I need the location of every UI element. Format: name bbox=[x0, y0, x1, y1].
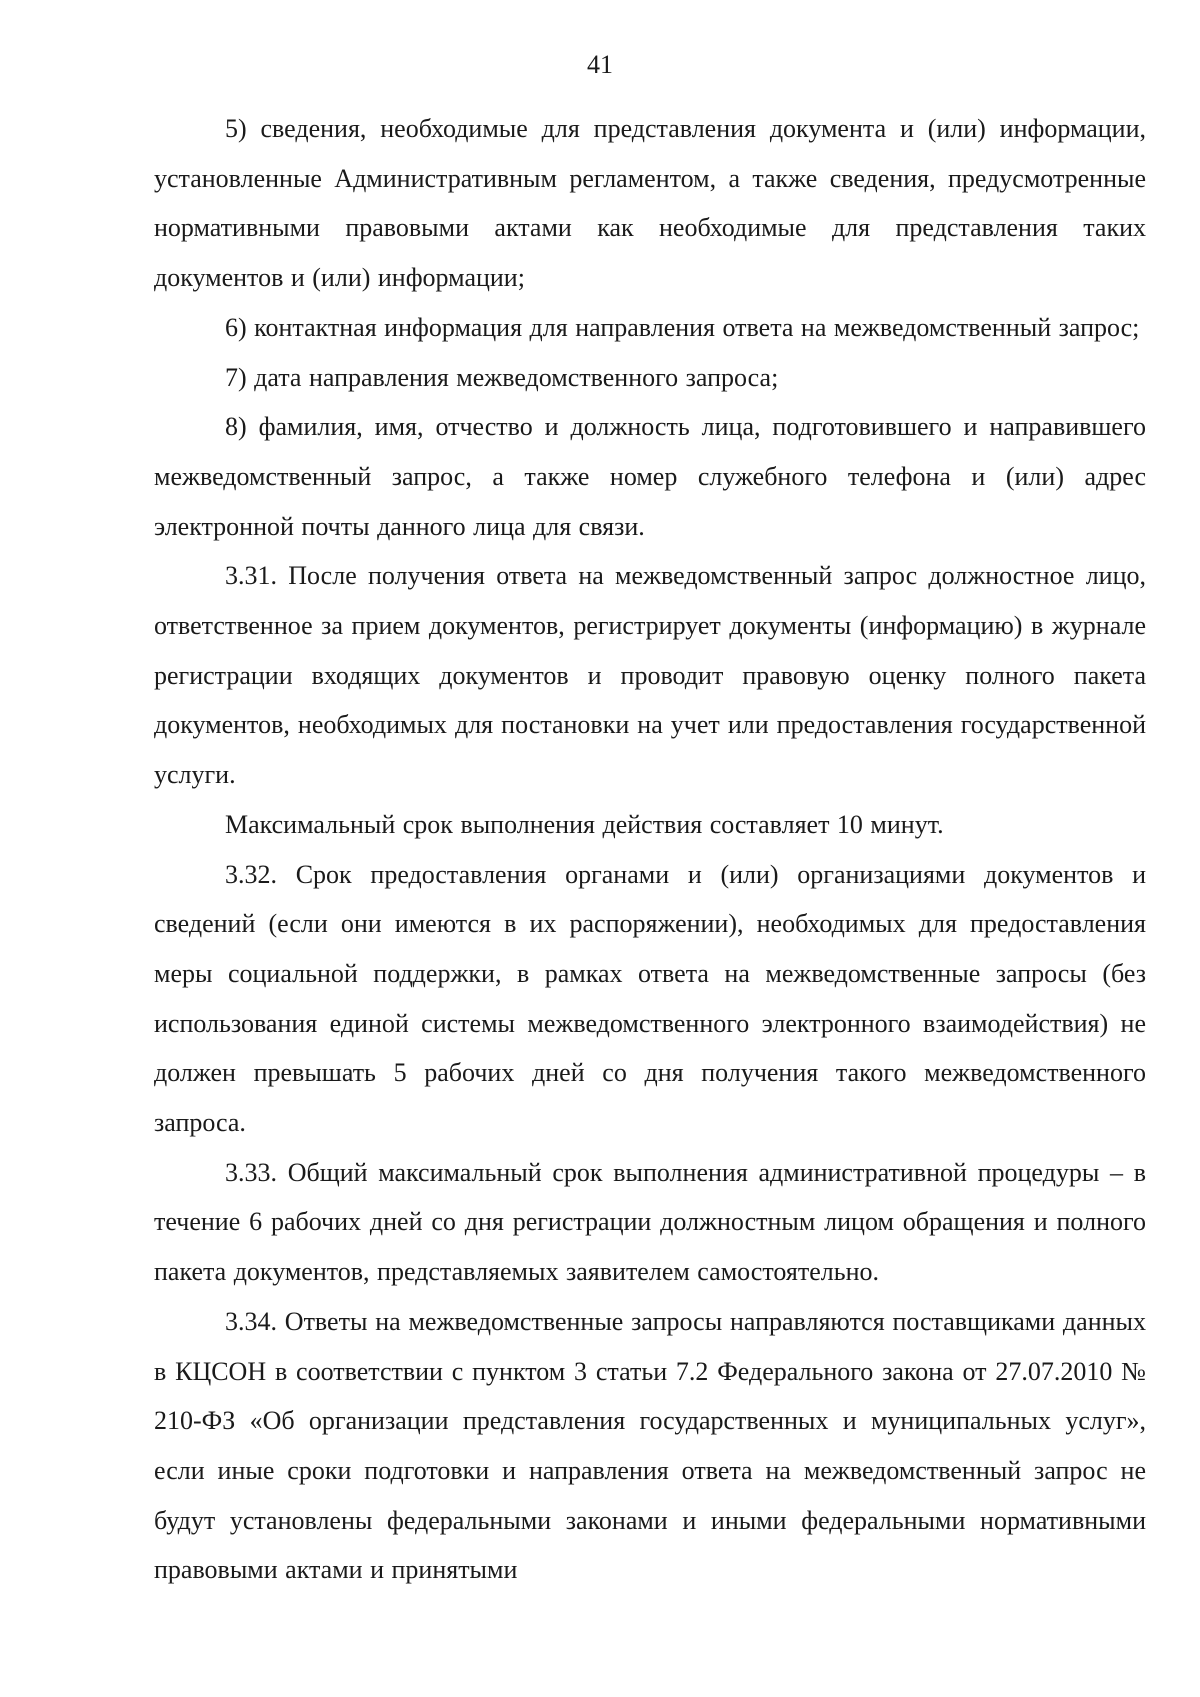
paragraph-3-32: 3.32. Срок предоставления органами и (или) организациями документов и сведений (если они имеются в их распоряжении), необходимых для предоставления меры социальной поддержки, в рамках ответа на межведомственные запросы (без использования единой системы межведомственного электронного взаимодействия) не должен превышать 5 рабочих дней со дня получения такого межведомственного запроса. bbox=[154, 859, 1146, 1138]
paragraph-item-8: 8) фамилия, имя, отчество и должность лица, подготовившего и направившего межведомственный запрос, а также номер служебного телефона и (или) адрес электронной почты данного лица для связи. bbox=[154, 412, 1146, 541]
paragraph-3-34: 3.34. Ответы на межведомственные запросы направляются поставщиками данных в КЦСОН в соответствии с пунктом 3 статьи 7.2 Федерального закона от 27.07.2010 № 210-ФЗ «Об организации представления государственных и муниципальных услуг», если иные сроки подготовки и направления ответа на межведомственный запрос не будут установлены федеральными законами и иными федеральными нормативными правовыми актами и принятыми bbox=[154, 1306, 1146, 1585]
paragraph-max-time: Максимальный срок выполнения действия составляет 10 минут. bbox=[225, 809, 944, 839]
page-number: 41 bbox=[587, 50, 613, 79]
paragraph-item-6: 6) контактная информация для направления ответа на межведомственный запрос; bbox=[225, 312, 1140, 342]
paragraph-3-31: 3.31. После получения ответа на межведомственный запрос должностное лицо, ответственное за прием документов, регистрирует документы (информацию) в журнале регистрации входящих документов и проводит правовую оценку полного пакета документов, необходимых для постановки на учет или предоставления государственной услуги. bbox=[154, 561, 1146, 790]
paragraph-3-33: 3.33. Общий максимальный срок выполнения административной процедуры – в течение 6 рабочих дней со дня регистрации должностным лицом обращения и полного пакета документов, представляемых заявителем самостоятельно. bbox=[154, 1157, 1146, 1287]
paragraph-item-5: 5) сведения, необходимые для представления документа и (или) информации, установленные Административным регламентом, а также сведения, предусмотренные нормативными правовыми актами как необходимые для представления таких документов и (или) информации; bbox=[154, 114, 1146, 293]
document-body bbox=[154, 104, 1146, 1595]
paragraph-item-7: 7) дата направления межведомственного запроса; bbox=[225, 362, 779, 392]
